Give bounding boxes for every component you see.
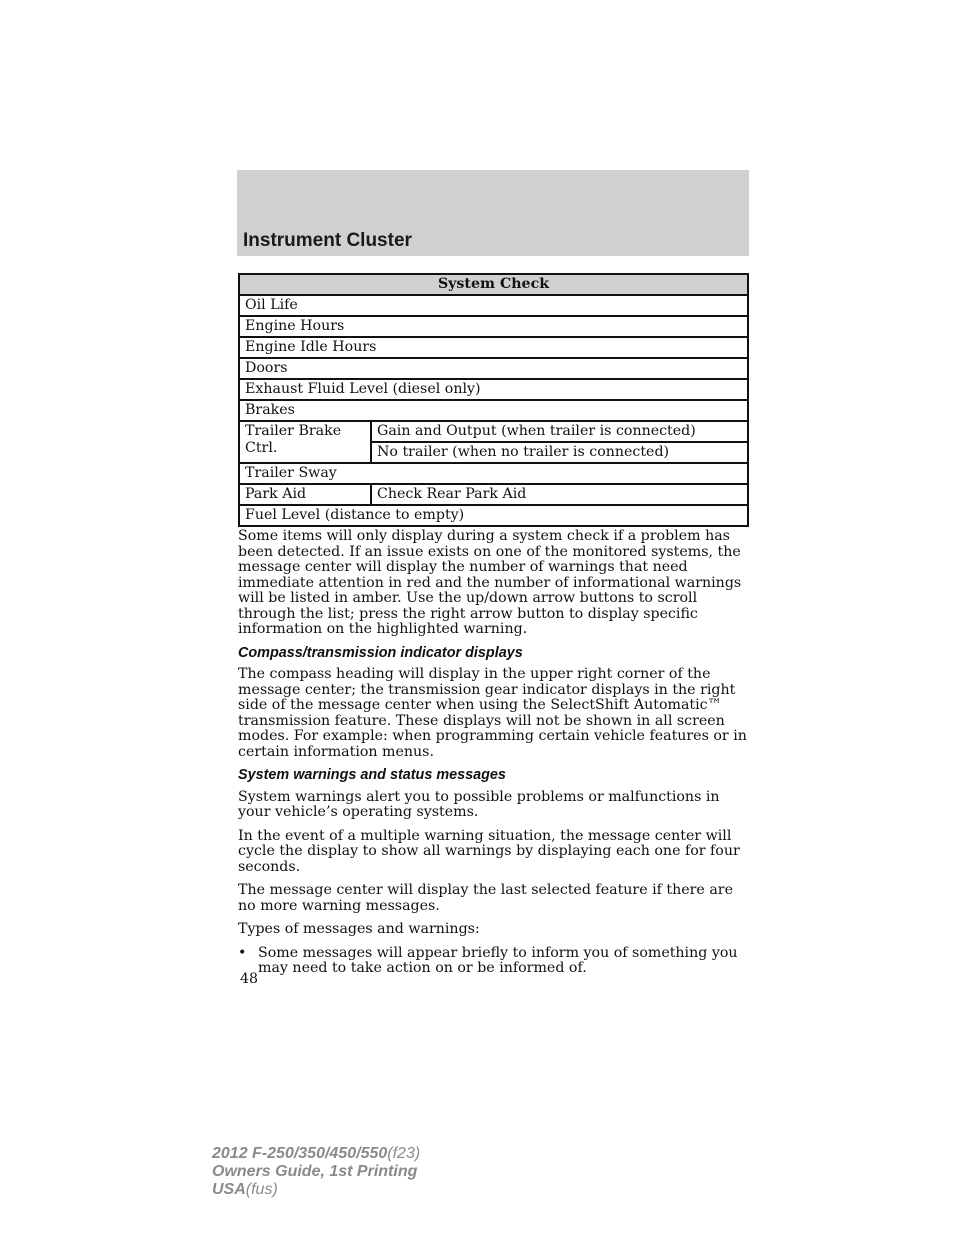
table-row: Exhaust Fluid Level (diesel only) xyxy=(239,379,748,400)
bullet-icon: • xyxy=(238,944,247,961)
footer-code: (f23) xyxy=(387,1145,421,1162)
paragraph: The message center will display the last selected feature if there are no more warning messages. xyxy=(238,882,733,914)
park-aid-label: Park Aid xyxy=(239,484,371,505)
page-content xyxy=(238,273,749,977)
footer xyxy=(212,1145,420,1199)
footer-line-3 xyxy=(212,1181,420,1199)
trailer-brake-label: Trailer Brake Ctrl. xyxy=(239,421,371,463)
table-row: Doors xyxy=(239,358,748,379)
body-text xyxy=(238,529,749,977)
table-row: Trailer Sway xyxy=(239,463,748,484)
system-check-table xyxy=(238,273,749,527)
bullet-item xyxy=(238,946,749,977)
table-row: Fuel Level (distance to empty) xyxy=(239,505,748,526)
footer-line-2: Owners Guide, 1st Printing xyxy=(212,1163,418,1180)
table-row: Engine Hours xyxy=(239,316,748,337)
table-row: Brakes xyxy=(239,400,748,421)
footer-region: USA xyxy=(212,1181,246,1198)
subheading-compass: Compass/transmission indicator displays xyxy=(238,644,523,661)
footer-model: 2012 F-250/350/450/550 xyxy=(212,1145,388,1162)
footer-line-1 xyxy=(212,1145,420,1163)
subheading-system-warnings: System warnings and status messages xyxy=(238,767,506,783)
trailer-brake-option: No trailer (when no trailer is connected) xyxy=(371,442,748,463)
bullet-text: Some messages will appear briefly to inform you of something you may need to take action on or be informed of. xyxy=(258,944,738,976)
section-header-bar xyxy=(237,170,749,256)
paragraph: System warnings alert you to possible problems or malfunctions in your vehicle’s operating systems. xyxy=(238,788,720,820)
paragraph: In the event of a multiple warning situation, the message center will cycle the display to show all warnings by displaying each one for four seconds. xyxy=(238,827,740,875)
paragraph: The compass heading will display in the upper right corner of the message center; the transmission gear indicator displays in the right side of the message center when using the SelectShift Automatic™ transmission feature. These displays will not be shown in all screen modes. For example: when programming certain vehicle features or in certain information menus. xyxy=(238,666,747,760)
paragraph: Types of messages and warnings: xyxy=(238,921,480,937)
paragraph: Some items will only display during a system check if a problem has been detected. If an issue exists on one of the monitored systems, the message center will display the number of warnings that need immediate attention in red and the number of informational warnings will be listed in amber. Use the up/down arrow buttons to scroll through the list; press the right arrow button to display specific information on the highlighted warning. xyxy=(238,528,742,637)
table-title: System Check xyxy=(239,274,748,295)
table-row: Engine Idle Hours xyxy=(239,337,748,358)
table-row: Oil Life xyxy=(239,295,748,316)
park-aid-value: Check Rear Park Aid xyxy=(371,484,748,505)
trailer-brake-option: Gain and Output (when trailer is connected) xyxy=(371,421,748,442)
page-number: 48 xyxy=(240,971,259,987)
footer-region-code: (fus) xyxy=(245,1181,278,1198)
section-title: Instrument Cluster xyxy=(243,230,412,251)
